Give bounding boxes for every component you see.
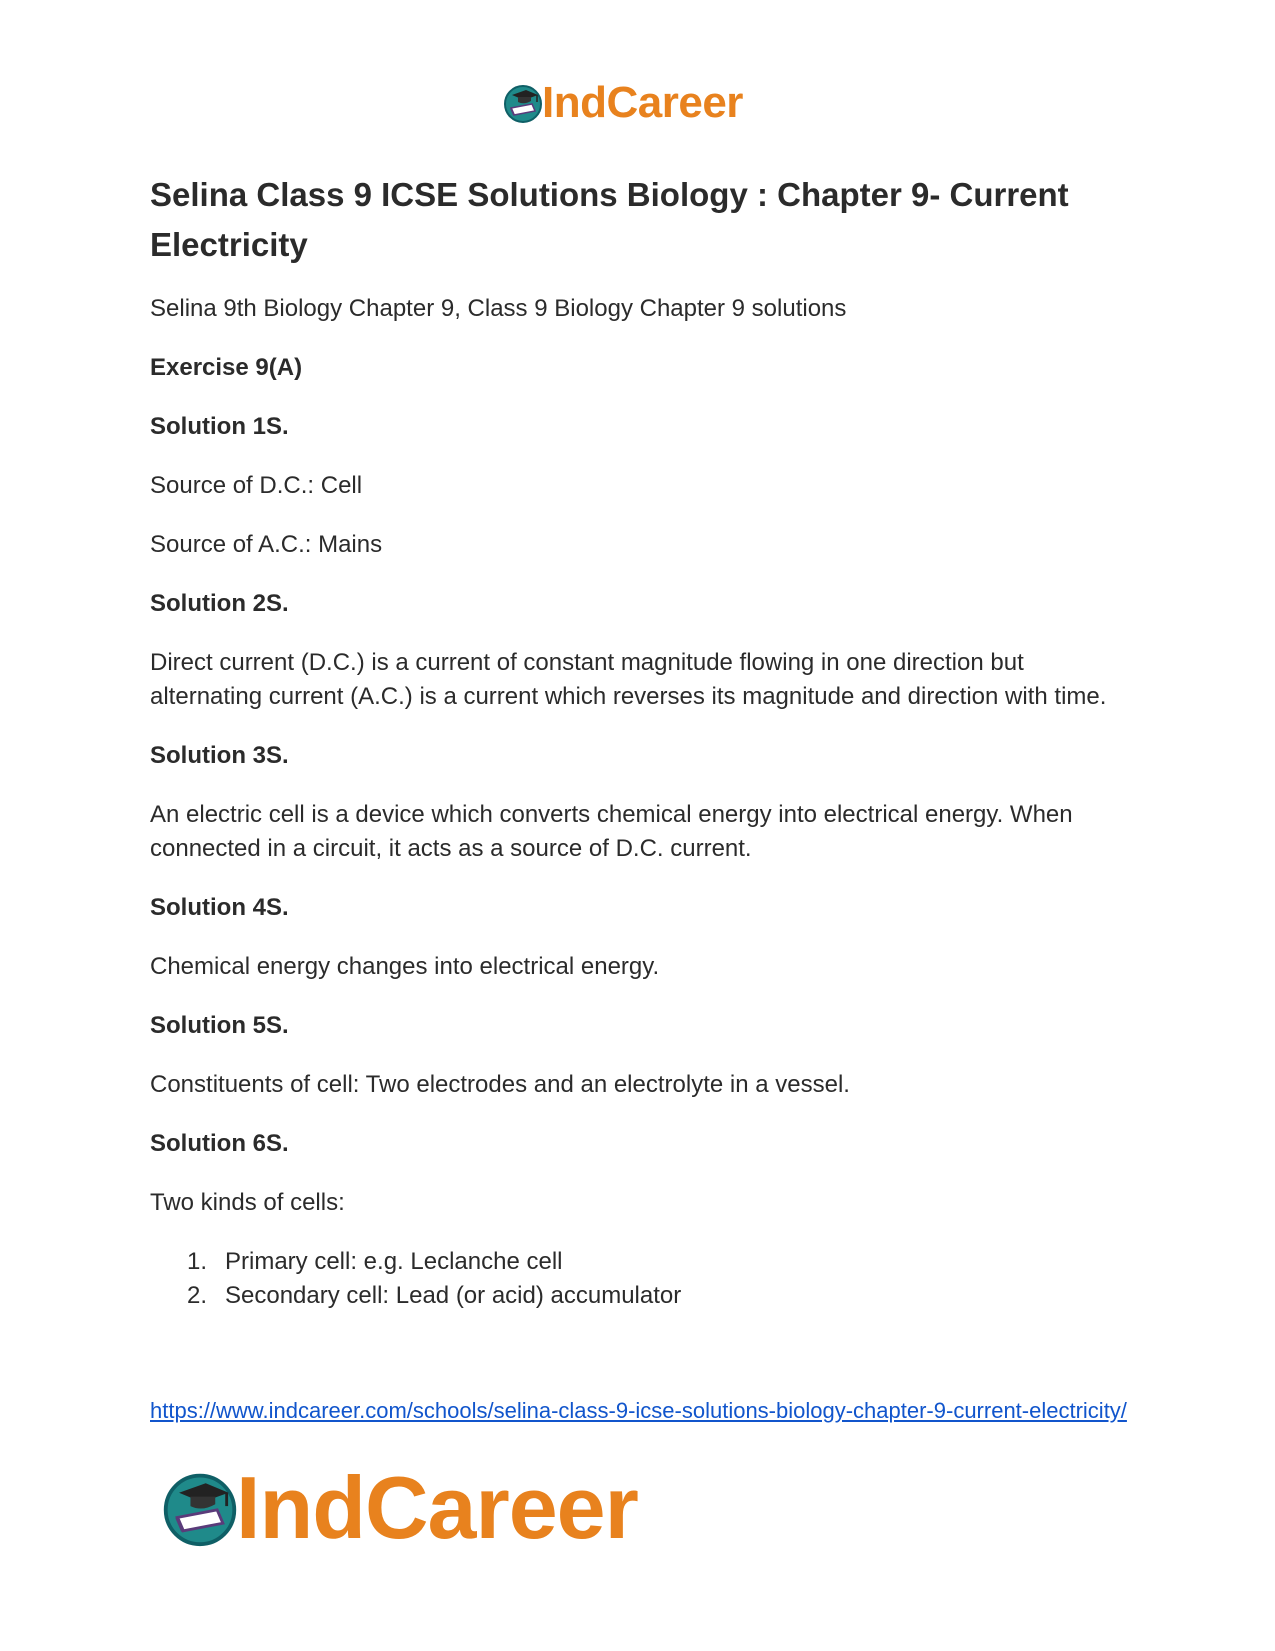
solution-heading: Solution 1S. <box>150 413 289 440</box>
solution-4 <box>150 891 1130 984</box>
list-number: 2. <box>187 1282 208 1309</box>
solution-text: Source of A.C.: Mains <box>150 531 383 558</box>
solution-text: Source of D.C.: Cell <box>150 472 363 499</box>
solution-5 <box>150 1009 1130 1102</box>
footer-logo <box>160 1458 638 1557</box>
solution-heading: Solution 3S. <box>150 742 289 769</box>
solution-3 <box>150 739 1130 866</box>
cell-types-list <box>150 1245 1130 1313</box>
source-link[interactable]: https://www.indcareer.com/schools/selina-class-9-icse-solutions-biology-chapter-9-current-electricity/ <box>150 1398 1127 1423</box>
solution-heading: Solution 2S. <box>150 590 289 617</box>
graduation-book-globe-icon <box>160 1468 240 1548</box>
solution-2 <box>150 587 1130 714</box>
solution-6 <box>150 1127 1130 1313</box>
solution-heading: Solution 6S. <box>150 1130 289 1157</box>
list-item-text: Primary cell: e.g. Leclanche cell <box>225 1248 563 1275</box>
list-item <box>150 1245 1130 1279</box>
logo-text: IndCareer <box>542 78 743 127</box>
solution-heading: Solution 4S. <box>150 894 289 921</box>
list-item-text: Secondary cell: Lead (or acid) accumulator <box>225 1282 682 1309</box>
solution-text: Direct current (D.C.) is a current of constant magnitude flowing in one direction but alternating current (A.C.) is a current which reverses its magnitude and direction with time. <box>150 649 1107 710</box>
solution-heading: Solution 5S. <box>150 1012 289 1039</box>
solution-text: Chemical energy changes into electrical energy. <box>150 953 660 980</box>
graduation-book-globe-icon <box>502 82 544 124</box>
solution-1 <box>150 410 1130 562</box>
exercise-heading: Exercise 9(A) <box>150 354 303 381</box>
page-subtitle: Selina 9th Biology Chapter 9, Class 9 Biology Chapter 9 solutions <box>150 295 847 322</box>
solution-text: Two kinds of cells: <box>150 1189 345 1216</box>
article <box>150 170 1130 1338</box>
logo-text: IndCareer <box>236 1458 638 1557</box>
list-number: 1. <box>187 1248 208 1275</box>
solution-text: Constituents of cell: Two electrodes and an electrolyte in a vessel. <box>150 1071 850 1098</box>
page-title: Selina Class 9 ICSE Solutions Biology : Chapter 9- Current Electricity <box>150 176 1069 263</box>
header-logo <box>502 78 743 128</box>
list-item <box>150 1279 1130 1313</box>
solution-text: An electric cell is a device which converts chemical energy into electrical energy. When connected in a circuit, it acts as a source of D.C. current. <box>150 801 1073 862</box>
